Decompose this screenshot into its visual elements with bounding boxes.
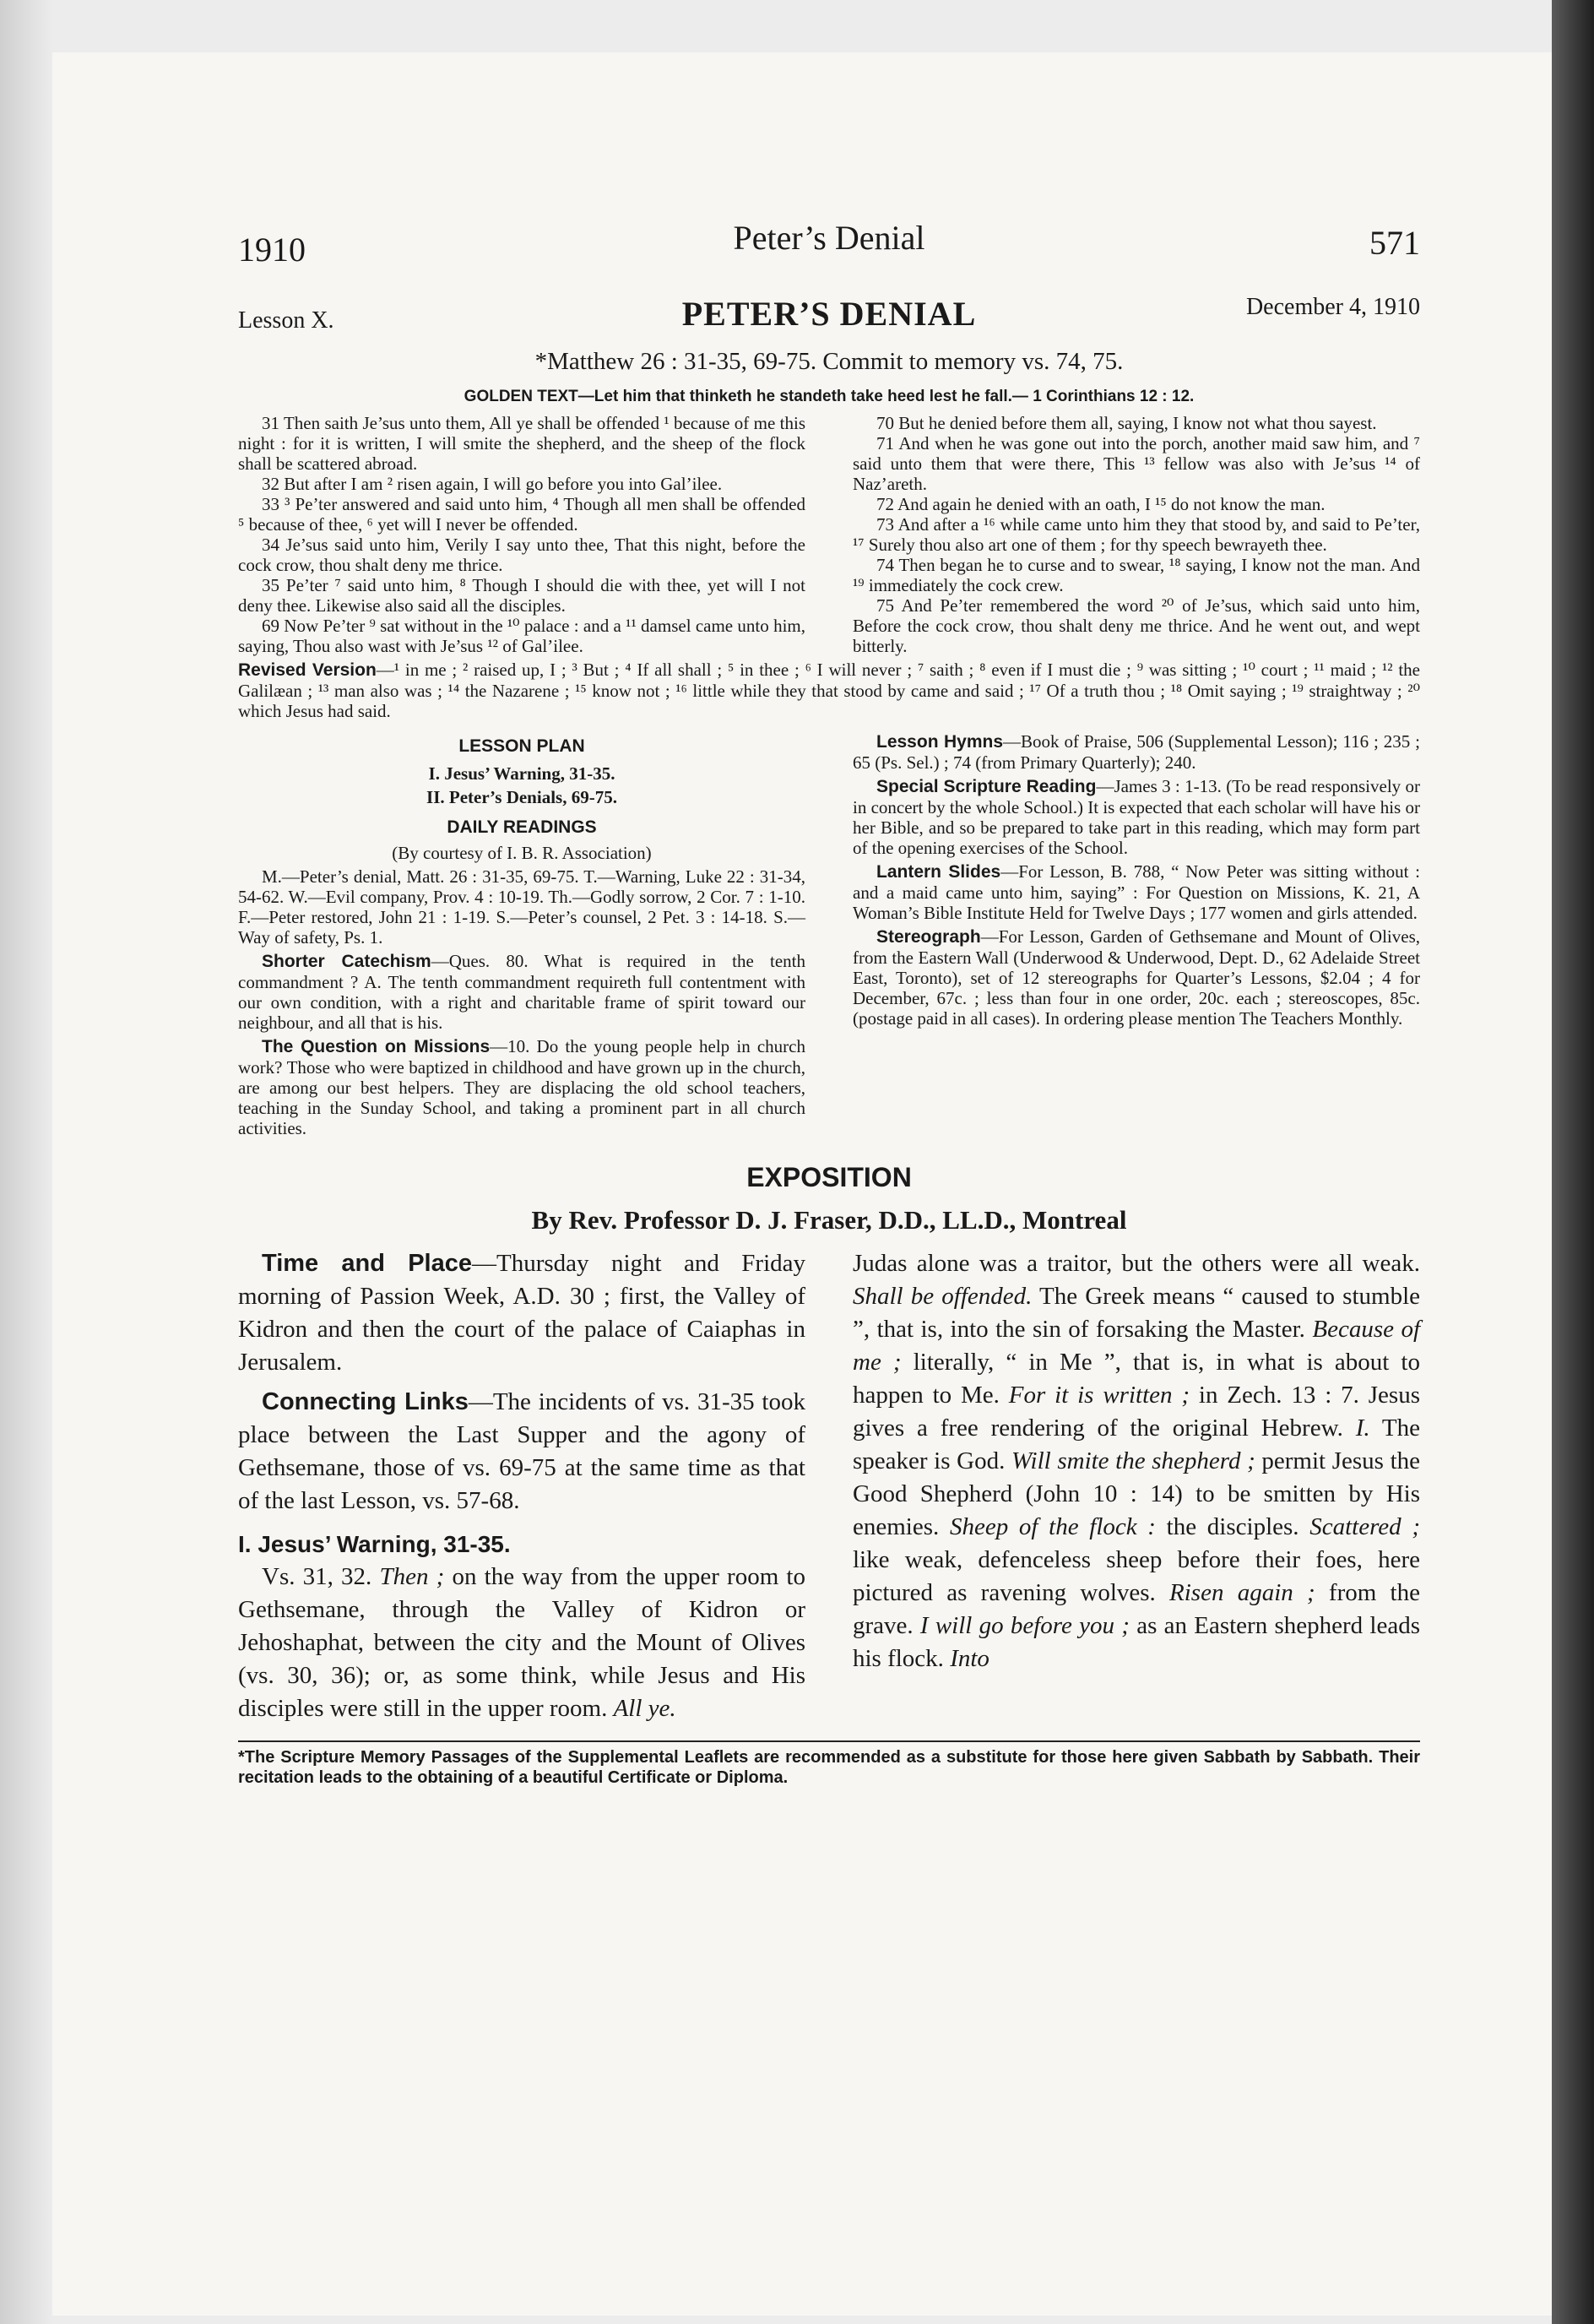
exposition-right xyxy=(853,1247,1420,1725)
revised-version-label: Revised Version xyxy=(238,660,377,680)
commentary-text: Judas alone was a traitor, but the others were all weak. xyxy=(853,1250,1420,1277)
lantern-slides xyxy=(853,861,1420,923)
stereograph-label: Stereograph xyxy=(876,927,981,947)
lesson-plan-heading: LESSON PLAN xyxy=(458,736,585,756)
header-title: Peter’s Denial xyxy=(733,219,925,257)
key-phrase: I will go before you ; xyxy=(919,1612,1130,1639)
revised-version-text: —¹ in me ; ² raised up, I ; ³ But ; ⁴ If all shall ; ⁵ in thee ; ⁶ I will never ; ⁷ saith ; ⁸ even if I must die ; ⁹ was sitting ; ¹⁰ court ; ¹¹ maid ; ¹² the Galilæan ; ¹³ man also was ; ¹⁴ the Nazarene ; ¹⁵ know not ; ¹⁶ little while they that stood by came and said ; ¹⁷ Of a truth thou ; ¹⁸ Omit saying ; ¹⁹ straightway ; ²⁰ which Jesus had said. xyxy=(238,660,1420,721)
verse: 69 Now Pe’ter ⁹ sat without in the ¹⁰ palace : and a ¹¹ damsel came unto him, saying, Thou also wast with Je’sus ¹² of Gal’ilee. xyxy=(238,616,805,656)
lesson-title: PETER’S DENIAL xyxy=(681,295,977,333)
time-and-place xyxy=(238,1247,805,1379)
verses-right xyxy=(853,413,1420,656)
time-place-label: Time and Place xyxy=(262,1250,472,1277)
key-phrase: Will smite the shepherd ; xyxy=(1011,1447,1255,1474)
book-spine xyxy=(1552,0,1594,2324)
header-year: 1910 xyxy=(238,231,306,269)
missions-text: —10. Do the young people help in church work? Those who were baptized in childhood and have grown up in the church, are among our best helpers. They are displacing the old school teachers, teaching in the Sunday School, and taking a prominent part in all church activities. xyxy=(238,1036,805,1138)
commentary-text: The Greek means “ caused to stumble ”, that is, into the sin of forsaking the Master. xyxy=(853,1283,1420,1343)
all-ye: All ye. xyxy=(613,1695,676,1722)
key-phrase: Shall be offended. xyxy=(853,1283,1033,1310)
missions-label: The Question on Missions xyxy=(262,1037,491,1056)
lesson-header xyxy=(238,294,1420,346)
exposition-columns xyxy=(238,1247,1420,1725)
page-content xyxy=(238,218,1420,1788)
special-scripture-reading xyxy=(853,776,1420,858)
lantern-text: —For Lesson, B. 788, “ Now Peter was sitting without : and a maid came unto him, saying” : For Question on Missions, K. 21, A Woman’s Bible Institute Held for Twelve Days ; 177 women and girls attended. xyxy=(853,861,1420,923)
verse: 31 Then saith Je’sus unto them, All ye shall be offended ¹ because of me this night : for it is written, I will smite the shepherd, and the sheep of the flock shall be scattered abroad. xyxy=(238,413,805,474)
verse: 72 And again he denied with an oath, I ¹⁵ do not know the man. xyxy=(876,494,1326,514)
special-scripture-text: —James 3 : 1-13. (To be read responsively or in concert by the whole School.) It is expected that each scholar will have his or her Bible, and so be prepared to take part in this reading, which may form part of the opening exercises of the School. xyxy=(853,776,1421,858)
lesson-hymns xyxy=(853,731,1420,773)
verses-left xyxy=(238,413,805,656)
verse: 74 Then began he to curse and to swear, ¹⁸ saying, I know not the man. And ¹⁹ immediately the cock crew. xyxy=(853,555,1420,595)
then-word: Then ; xyxy=(379,1563,445,1590)
commentary-text: like weak, defenceless sheep before their foes, here pictured as ravening wolves. xyxy=(853,1546,1420,1606)
exposition-byline: By Rev. Professor D. J. Fraser, D.D., LL.D., Montreal xyxy=(531,1205,1127,1235)
key-phrase: Into xyxy=(950,1645,989,1672)
golden-text: GOLDEN TEXT—Let him that thinketh he standeth take heed lest he fall.— 1 Corinthians 12 : 12. xyxy=(464,388,1195,405)
page-number: 571 xyxy=(1369,224,1420,262)
stereograph xyxy=(853,926,1420,1029)
revised-version xyxy=(238,660,1420,721)
daily-readings-text: M.—Peter’s denial, Matt. 26 : 31-35, 69-75. T.—Warning, Luke 22 : 31-34, 54-62. W.—Evil company, Prov. 4 : 10-19. Th.—Godly sorrow, 2 Cor. 7 : 1-10. F.—Peter restored, John 21 : 1-19. S.—Peter’s counsel, 2 Pet. 3 : 14-18. S.—Way of safety, Ps. 1. xyxy=(238,866,805,948)
key-phrase: Sheep of the flock : xyxy=(949,1513,1156,1540)
verse: 75 And Pe’ter remembered the word ²⁰ of Je’sus, which said unto him, Before the cock crow, thou shalt deny me thrice. And he went out, and wept bitterly. xyxy=(853,595,1420,656)
verse: 34 Je’sus said unto him, Verily I say unto thee, That this night, before the cock crow, thou shalt deny me thrice. xyxy=(238,535,805,575)
verse: 71 And when he was gone out into the porch, another maid saw him, and ⁷ said unto them that were there, This ¹³ fellow was also with Je’sus ¹⁴ of Naz’areth. xyxy=(853,433,1420,494)
verse: 70 But he denied before them all, saying, I know not what thou sayest. xyxy=(876,413,1377,433)
commentary-continued xyxy=(853,1247,1420,1675)
time-place-text: —Thursday night and Friday morning of Passion Week, A.D. 30 ; first, the Valley of Kidron and then the court of the palace of Caiaphas in Jerusalem. xyxy=(238,1250,805,1376)
verse: 32 But after I am ² risen again, I will go before you into Gal’ilee. xyxy=(262,474,723,494)
verse-commentary xyxy=(238,1561,805,1725)
stereograph-text: —For Lesson, Garden of Gethsemane and Mount of Olives, from the Eastern Wall (Underwood & Underwood, Dept. D., 62 Adelaide Street East, Toronto), set of 12 stereographs for Quarter’s Lessons, $2.04 ; 4 for December, 67c. ; less than four in one order, 20c. each ; stereoscopes, 85c. (postage paid in all cases). In ordering please mention The Teachers Monthly. xyxy=(853,926,1420,1029)
key-phrase: Because of me ; xyxy=(853,1316,1420,1376)
key-phrase: Scattered ; xyxy=(1309,1513,1421,1540)
connecting-text: —The incidents of vs. 31-35 took place between the Last Supper and the agony of Gethsemane, those of vs. 69-75 at the same time as that of the last Lesson, vs. 57-68. xyxy=(238,1388,805,1514)
shorter-catechism xyxy=(238,951,805,1033)
helps-left xyxy=(238,728,805,1138)
lesson-number: Lesson X. xyxy=(238,307,334,334)
daily-readings-courtesy: (By courtesy of I. B. R. Association) xyxy=(392,843,652,863)
vs-intro: Vs. 31, 32. xyxy=(262,1563,372,1590)
commentary-text: on the way from the upper room to Gethsemane, through the Valley of Kidron or Jehoshaphat, between the city and the Mount of Olives (vs. 30, 36); or, as some think, while Jesus and His disciples were still in the upper room. xyxy=(238,1563,805,1722)
lesson-plan-item: I. Jesus’ Warning, 31-35. xyxy=(428,763,615,784)
section-heading: I. Jesus’ Warning, 31-35. xyxy=(238,1531,511,1557)
verse: 73 And after a ¹⁶ while came unto him they that stood by, and said to Pe’ter, ¹⁷ Surely thou also art one of them ; for thy speech bewrayeth thee. xyxy=(853,514,1420,555)
lesson-date: December 4, 1910 xyxy=(1245,294,1420,320)
key-phrase: Risen again ; xyxy=(1169,1579,1315,1606)
page-left-edge xyxy=(0,0,52,2324)
catechism-text: —Ques. 80. What is required in the tenth commandment ? A. The tenth commandment requireth full contentment with our own condition, with a right and charitable frame of spirit toward our neighbour, and all that is his. xyxy=(238,951,805,1033)
exposition-left xyxy=(238,1247,805,1725)
footnote: *The Scripture Memory Passages of the Supplemental Leaflets are recommended as a substitute for those here given Sabbath by Sabbath. Their recitation leads to the obtaining of a beautiful Certificate or Diploma. xyxy=(238,1748,1420,1787)
commentary-text: the disciples. xyxy=(1155,1513,1310,1540)
scripture-reference: *Matthew 26 : 31-35, 69-75. Commit to memory vs. 74, 75. xyxy=(534,348,1124,375)
catechism-label: Shorter Catechism xyxy=(262,952,431,971)
verses-columns xyxy=(238,413,1420,656)
question-on-missions xyxy=(238,1036,805,1138)
footnote-rule xyxy=(238,1740,1420,1742)
hymns-label: Lesson Hymns xyxy=(876,732,1004,752)
running-header xyxy=(238,218,1420,277)
helps-right xyxy=(853,728,1420,1138)
helps-columns xyxy=(238,728,1420,1138)
hymns-text: —Book of Praise, 506 (Supplemental Lesson); 116 ; 235 ; 65 (Ps. Sel.) ; 74 (from Primary Quarterly); 240. xyxy=(853,731,1420,773)
verse: 33 ³ Pe’ter answered and said unto him, ⁴ Though all men shall be offended ⁵ because of thee, ⁶ yet will I never be offended. xyxy=(238,494,805,535)
commentary-text: permit Jesus the Good Shepherd (John 10 : 14) to be smitten by His enemies. xyxy=(853,1447,1421,1540)
commentary-text: literally, “ in Me ”, that is, in what is about to happen to Me. xyxy=(853,1349,1420,1409)
exposition-heading: EXPOSITION xyxy=(746,1162,912,1192)
commentary-text: in Zech. 13 : 7. Jesus gives a free rendering of the original Hebrew. xyxy=(853,1382,1420,1442)
connecting-links xyxy=(238,1386,805,1518)
lantern-label: Lantern Slides xyxy=(876,862,1001,882)
commentary-text: from the grave. xyxy=(853,1579,1420,1639)
daily-readings-heading: DAILY READINGS xyxy=(447,817,597,837)
verse: 35 Pe’ter ⁷ said unto him, ⁸ Though I should die with thee, yet will I not deny thee. Likewise also said all the disciples. xyxy=(238,575,805,616)
commentary-text: The speaker is God. xyxy=(853,1414,1420,1474)
special-scripture-label: Special Scripture Reading xyxy=(876,777,1097,796)
key-phrase: I. xyxy=(1355,1414,1370,1442)
commentary-text: as an Eastern shepherd leads his flock. xyxy=(853,1612,1420,1672)
key-phrase: For it is written ; xyxy=(1008,1382,1190,1409)
lesson-plan-item: II. Peter’s Denials, 69-75. xyxy=(426,787,617,807)
connecting-label: Connecting Links xyxy=(262,1388,469,1415)
